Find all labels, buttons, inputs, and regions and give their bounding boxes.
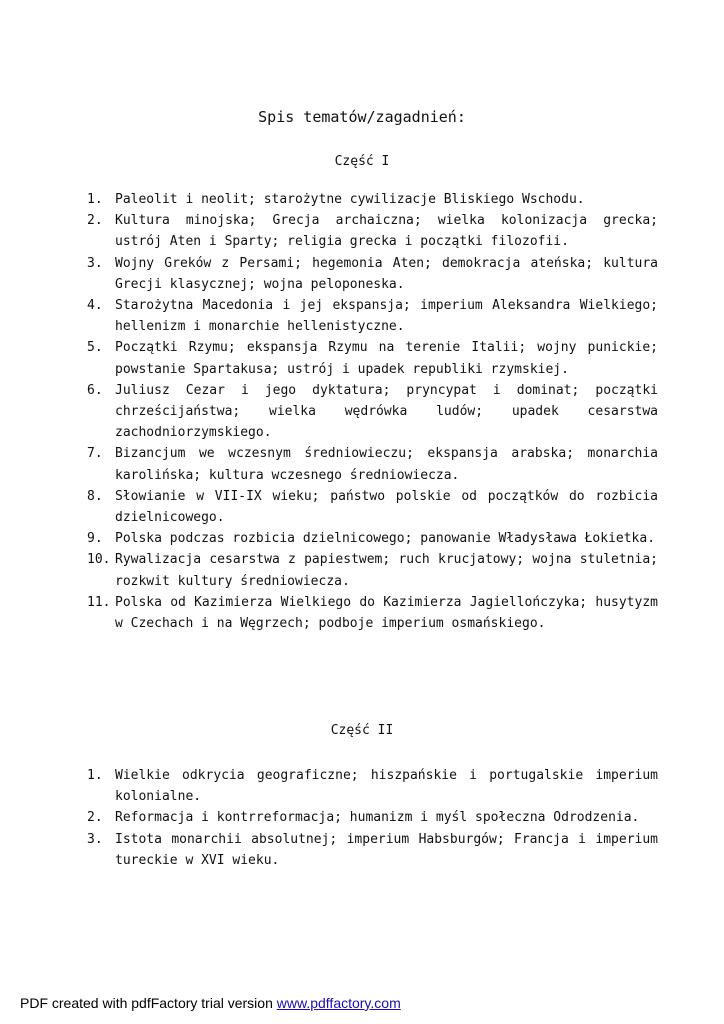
item-text: Istota monarchii absolutnej; imperium Habsburgów; Francja i imperium tureckie w XVI wieku. [115,831,658,868]
list-item [87,380,658,444]
list-item [87,210,658,252]
list-item [87,486,658,528]
item-number: 11. [87,594,111,610]
pdffactory-link[interactable]: www.pdffactory.com [276,995,401,1011]
item-text: Starożytna Macedonia i jej ekspansja; imperium Aleksandra Wielkiego; hellenizm i monarchie hellenistyczne. [115,298,658,335]
list-item [87,528,658,549]
item-number: 8. [87,488,103,504]
list-item [87,829,658,871]
list-item [87,807,658,828]
item-number: 2. [87,213,103,229]
list-item [87,253,658,295]
item-number: 3. [87,255,103,271]
item-number: 5. [87,340,103,356]
item-number: 4. [87,298,103,314]
list-item [87,189,658,210]
item-number: 2. [87,810,103,826]
pdf-footer [20,995,401,1011]
item-number: 1. [87,768,103,783]
list-item [87,337,658,379]
item-text: Paleolit i neolit; starożytne cywilizacje Bliskiego Wschodu. [115,192,585,207]
list-item [87,592,658,634]
item-text: Bizancjum we wczesnym średniowieczu; ekspansja arabska; monarchia karolińska; kultura wczesnego średniowiecza. [115,446,658,483]
item-number: 3. [87,831,103,847]
item-number: 7. [87,446,103,462]
list-item [87,295,658,337]
page-title: Spis tematów/zagadnień: [258,108,466,126]
item-text: Wojny Greków z Persami; hegemonia Aten; demokracja ateńska; kultura Grecji klasycznej; wojna peloponeska. [115,255,658,292]
list-item [87,549,658,591]
item-text: Wielkie odkrycia geograficzne; hiszpańskie i portugalskie imperium kolonialne. [115,768,658,805]
list-item [87,443,658,485]
item-text: Słowianie w VII-IX wieku; państwo polskie od początków do rozbicia dzielnicowego. [115,488,658,526]
item-text: Początki Rzymu; ekspansja Rzymu na terenie Italii; wojny punickie; powstanie Spartakusa; ustrój i upadek republiki rzymskiej. [115,340,658,377]
item-number: 6. [87,382,103,398]
item-number: 10. [87,552,111,568]
topic-list-part-2 [87,765,658,871]
item-number: 9. [87,531,103,547]
section-heading-part-2: Część II [330,723,394,738]
item-number: 1. [87,192,103,207]
footer-text: PDF created with pdfFactory trial version [20,995,277,1011]
item-text: Polska od Kazimierza Wielkiego do Kazimierza Jagiellończyka; husytyzm w Czechach i na Węgrzech; podboje imperium osmańskiego. [115,594,658,632]
item-text: Kultura minojska; Grecja archaiczna; wielka kolonizacja grecka; ustrój Aten i Sparty; religia grecka i początki filozofii. [115,213,658,250]
item-text: Rywalizacja cesarstwa z papiestwem; ruch krucjatowy; wojna stuletnia; rozkwit kultury średniowiecza. [115,552,658,589]
item-text: Polska podczas rozbicia dzielnicowego; panowanie Władysława Łokietka. [115,531,656,547]
item-text: Reformacja i kontrreformacja; humanizm i myśl społeczna Odrodzenia. [115,810,640,826]
section-heading-part-1: Część I [334,154,390,169]
topic-list-part-1 [87,189,658,634]
item-text: Juliusz Cezar i jego dyktatura; pryncypat i dominat; początki chrześcijaństwa; wielka wędrówka ludów; upadek cesarstwa zachodniorzymskiego. [115,382,658,441]
list-item [87,765,658,807]
